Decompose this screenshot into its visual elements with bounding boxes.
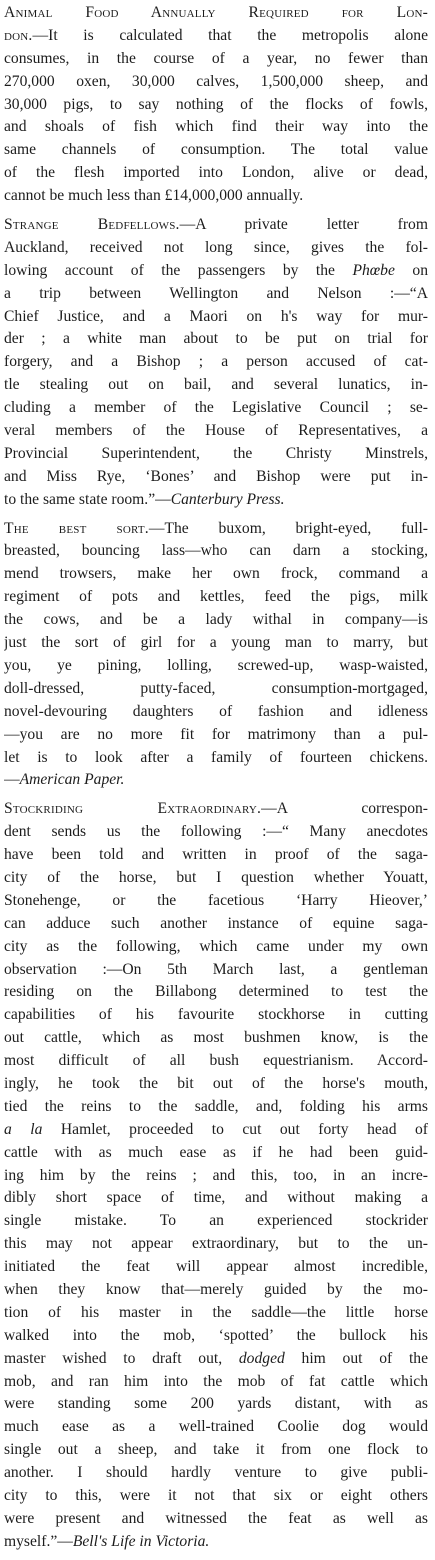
text-line: doll-dressed, putty-faced, consumption-mortgaged, (4, 679, 428, 697)
text-line: to the same state room.”—Canterbury Press. (4, 490, 285, 508)
text-line: single out a sheep, and take it from one flock to (4, 1441, 428, 1459)
text-line: veral members of the House of Representatives, a (4, 422, 428, 440)
text-line: the cows, and be a lady withal in company—is (4, 611, 428, 629)
text-line: cannot be much less than £14,000,000 annually. (4, 187, 304, 205)
text-line: when they know that—merely guided by the mo- (4, 1280, 428, 1298)
text-line: mob, and ran him into the mob of fat cattle which (4, 1372, 428, 1390)
article-heading: The best sort. (4, 519, 149, 537)
article-strange-bedfellows (4, 214, 428, 512)
italic-text: Phœbe (352, 261, 395, 279)
text-line: same channels of consumption. The total value (4, 141, 428, 159)
article-body (4, 798, 428, 1553)
text-line: have been told and written in proof of the saga- (4, 846, 428, 864)
text-line: Chief Justice, and a Maori on h's way for mur- (4, 307, 428, 325)
text-line: dibly short space of time, and without making a (4, 1189, 428, 1207)
text-line: Strange Bedfellows.—A private letter from (4, 216, 428, 234)
article-the-best-sort (4, 518, 428, 793)
article-heading: Stockriding Extraordinary. (4, 800, 262, 818)
text-line: The best sort.—The buxom, bright-eyed, full- (4, 519, 428, 537)
article-body (4, 518, 428, 793)
article-stockriding-extraordinary (4, 798, 428, 1553)
text-line: and shoals of fish which find their way into the (4, 118, 428, 136)
text-line: most difficult of all bush equestrianism. Accord- (4, 1052, 428, 1070)
text-line: you, ye pining, lolling, screwed-up, wasp-waisted, (4, 656, 428, 674)
text-line: were present and witnessed the feat as well as (4, 1509, 428, 1527)
italic-text: Canterbury Press. (170, 490, 285, 508)
text-line: city as the following, which came under my own (4, 937, 428, 955)
text-line: just the sort of girl for a young man to marry, but (4, 634, 428, 652)
text-line: city of the horse, but I question whether Youatt, (4, 868, 428, 886)
text-line: a trip between Wellington and Nelson :—“A (4, 284, 428, 302)
text-line: lowing account of the passengers by the Phœbe on (4, 261, 428, 279)
article-body (4, 2, 428, 208)
text-line: 30,000 pigs, to say nothing of the flocks of fowls, (4, 95, 428, 113)
italic-text: a la (4, 1120, 43, 1138)
text-line: mend trowsers, make her own frock, command a (4, 565, 428, 583)
text-line: novel-devouring daughters of fashion and idleness (4, 702, 428, 720)
text-line: Auckland, received not long since, gives the fol- (4, 238, 428, 256)
text-line: much ease as a well-trained Coolie dog would (4, 1418, 428, 1436)
newspaper-column (4, 2, 428, 1560)
italic-text: Bell's Life in Victoria. (72, 1532, 210, 1550)
text-line: and Miss Rye, ‘Bones’ and Bishop were put in- (4, 467, 428, 485)
article-animal-food (4, 2, 428, 208)
text-line: ingly, he took the bit out of the horse's mouth, (4, 1074, 428, 1092)
text-line: city to this, were it not that six or eight others (4, 1487, 428, 1504)
italic-text: American Paper. (19, 771, 125, 789)
text-line: tion of his master in the saddle—the little horse (4, 1303, 428, 1321)
text-line: don.—It is calculated that the metropolis alone (4, 26, 428, 44)
text-line: of the flesh imported into London, alive or dead, (4, 164, 428, 182)
text-line: master wished to draft out, dodged him out of the (4, 1349, 428, 1367)
text-line: tied the reins to the saddle, and, folding his arms (4, 1097, 428, 1115)
text-line: —you are no more fit for matrimony than a pul- (4, 725, 428, 743)
text-line: dent sends us the following :—“ Many anecdotes (4, 823, 428, 841)
text-line: tle stealing out on bail, and several lunatics, in- (4, 376, 428, 394)
text-line: 270,000 oxen, 30,000 calves, 1,500,000 sheep, and (4, 72, 428, 90)
text-line: —American Paper. (4, 771, 125, 789)
text-line: forgery, and a Bishop ; a person accused of cat- (4, 353, 428, 371)
text-line: walked into the mob, ‘spotted’ the bullock his (4, 1326, 428, 1344)
text-line: a la Hamlet, proceeded to cut out forty head of (4, 1120, 428, 1138)
text-line: ing him by the reins ; and this, too, in an incre- (4, 1166, 428, 1184)
text-line: residing on the Billabong determined to test the (4, 983, 428, 1001)
text-line: were standing some 200 yards distant, with as (4, 1395, 428, 1413)
text-line: single mistake. To an experienced stockrider (4, 1212, 428, 1230)
text-line: consumes, in the course of a year, no fewer than (4, 49, 428, 67)
article-heading: Strange Bedfellows. (4, 216, 180, 234)
text-line (4, 2, 428, 25)
text-line: cluding a member of the Legislative Council ; se- (4, 399, 428, 417)
text-line: can adduce such another instance of equine saga- (4, 914, 428, 932)
text-line: cattle with as much ease as if he had been guid- (4, 1143, 428, 1161)
text-line: Provincial Superintendent, the Christy Minstrels, (4, 444, 428, 462)
article-heading: Animal Food Annually Required for Lon- (4, 4, 428, 21)
text-line: observation :—On 5th March last, a gentleman (4, 960, 428, 978)
text-line: breasted, bouncing lass—who can darn a stocking, (4, 542, 428, 560)
text-line: out cattle, which as most bushmen know, is the (4, 1029, 428, 1047)
article-body (4, 214, 428, 512)
text-line: capabilities of his favourite stockhorse in cutting (4, 1006, 428, 1024)
text-line: der ; a white man about to be put on trial for (4, 330, 428, 348)
text-line: regiment of pots and kettles, feed the pigs, milk (4, 588, 428, 606)
italic-text: dodged (238, 1349, 285, 1367)
text-line: another. I should hardly venture to give publi- (4, 1464, 428, 1482)
text-line: let is to look after a family of fourteen chickens. (4, 748, 428, 766)
text-line: initiated the feat will appear almost incredible, (4, 1258, 428, 1276)
text-line: myself.”—Bell's Life in Victoria. (4, 1532, 210, 1550)
text-line: this may not appear extraordinary, but to the un- (4, 1235, 428, 1253)
text-line: Stonehenge, or the facetious ‘Harry Hieover,’ (4, 891, 428, 909)
text-line: Stockriding Extraordinary.—A correspon- (4, 800, 428, 818)
article-heading: don. (4, 26, 33, 44)
